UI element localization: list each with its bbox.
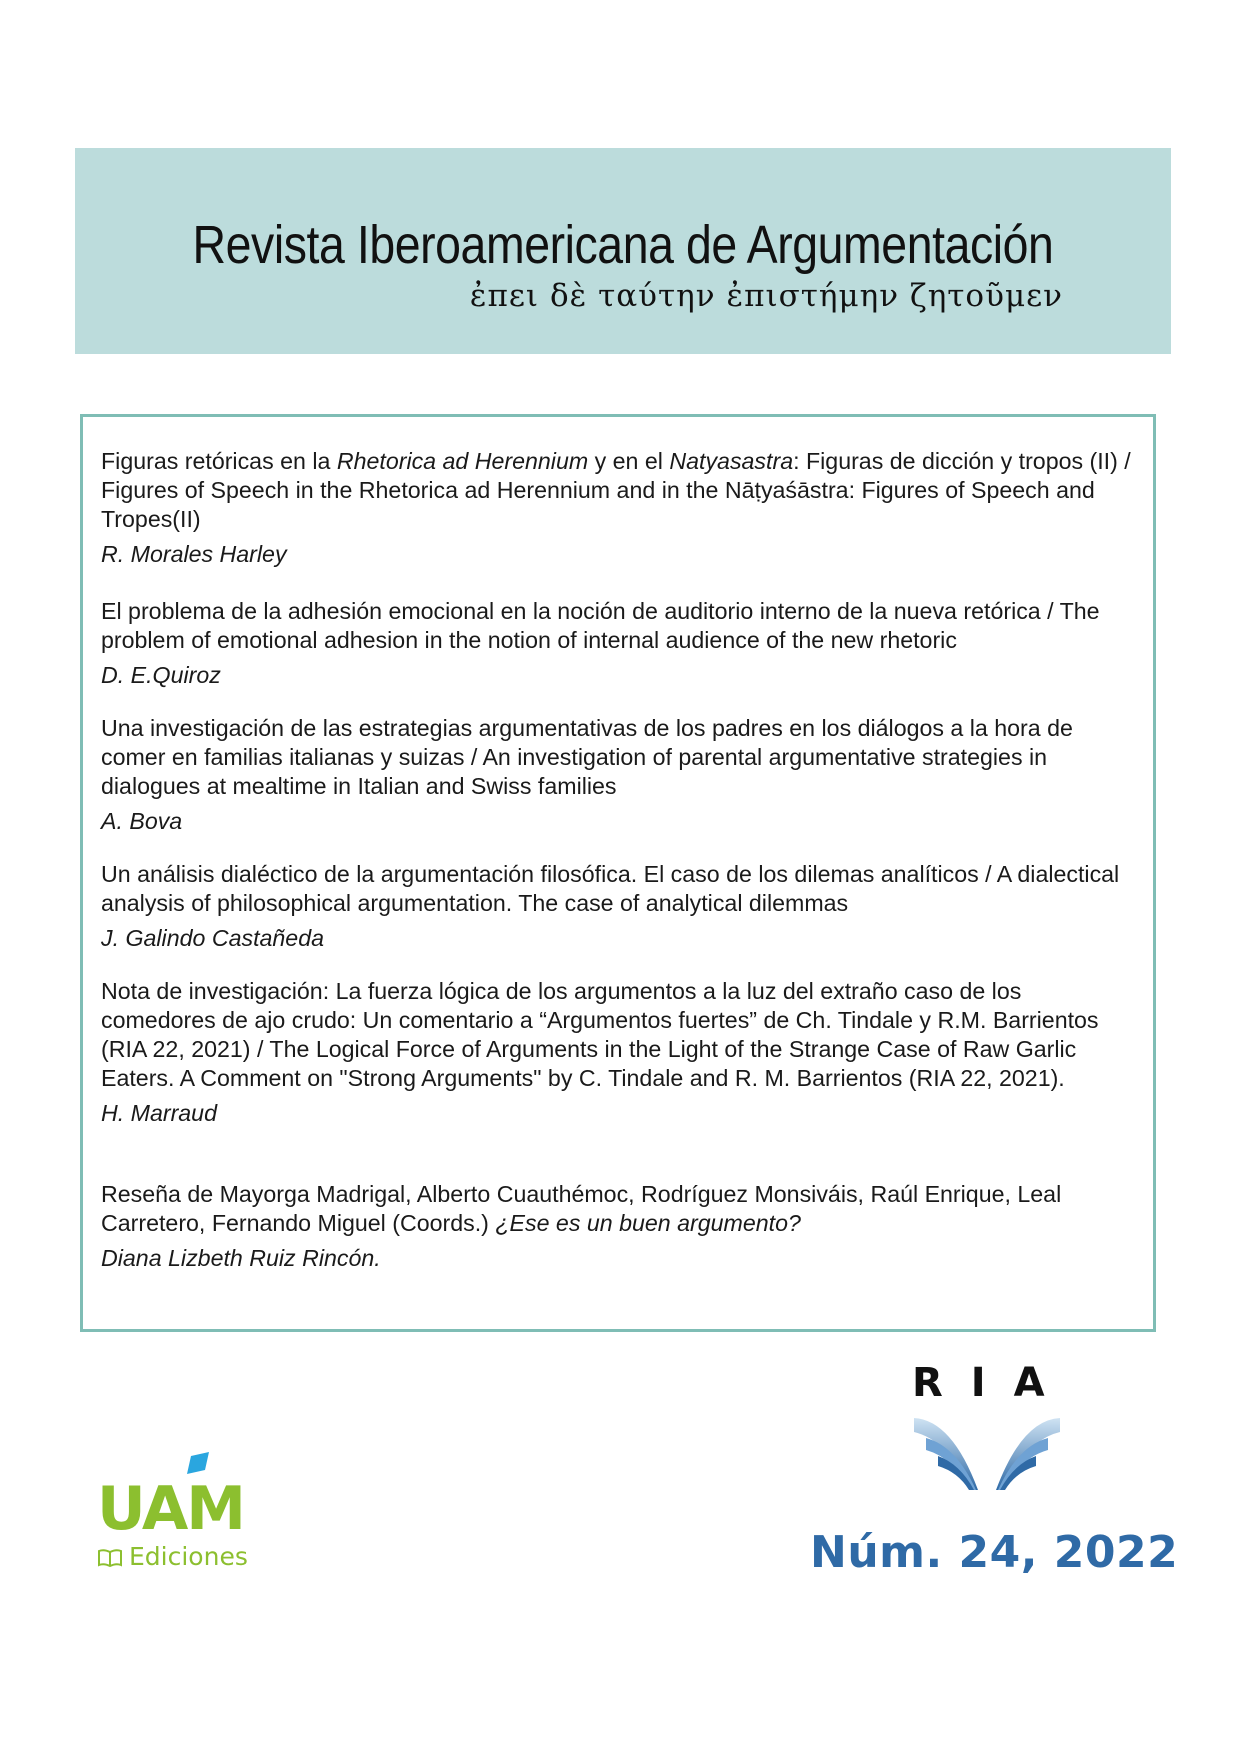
open-book-icon bbox=[912, 1412, 1062, 1492]
journal-motto: ἐπει δὲ ταύτην ἐπιστήμην ζητοῦμεν bbox=[469, 278, 1063, 314]
article-title: Una investigación de las estrategias argumentativas de los padres en los diálogos a la hora de comer en familias italianas y suizas / An investigation of parental argumentative strategies in dialogues at mealtime in Italian and Swiss families bbox=[101, 715, 1073, 799]
article-entry bbox=[101, 447, 1141, 569]
ria-logo bbox=[912, 1360, 1073, 1490]
article-title: Un análisis dialéctico de la argumentación filosófica. El caso de los dilemas analíticos / A dialectical analysis of philosophical argumentation. The case of analytical dilemmas bbox=[101, 861, 1120, 916]
table-of-contents bbox=[80, 414, 1156, 1332]
uam-subtitle: Ediciones bbox=[129, 1542, 248, 1571]
article-entry bbox=[101, 714, 1141, 836]
article-entry bbox=[101, 860, 1141, 953]
uam-ediciones-label bbox=[97, 1542, 248, 1571]
issue-number: Núm. 24, 2022 bbox=[810, 1527, 1179, 1578]
article-author: A. Bova bbox=[101, 808, 183, 834]
article-author: H. Marraud bbox=[101, 1100, 217, 1126]
article-entry bbox=[101, 1180, 1141, 1273]
article-author: Diana Lizbeth Ruiz Rincón. bbox=[101, 1245, 381, 1271]
uam-ediciones-logo bbox=[97, 1452, 277, 1572]
article-title: Reseña de Mayorga Madrigal, Alberto Cuauthémoc, Rodríguez Monsiváis, Raúl Enrique, Leal Carretero, Fernando Miguel (Coords.) ¿Ese es un buen argumento? bbox=[101, 1181, 1062, 1236]
article-entry bbox=[101, 597, 1141, 690]
article-entry bbox=[101, 977, 1141, 1128]
article-author: R. Morales Harley bbox=[101, 541, 287, 567]
article-title: El problema de la adhesión emocional en la noción de auditorio interno de la nueva retórica / The problem of emotional adhesion in the notion of internal audience of the new rhetoric bbox=[101, 598, 1100, 653]
ria-logo-letters: RIA bbox=[912, 1360, 1073, 1406]
article-title: Nota de investigación: La fuerza lógica de los argumentos a la luz del extraño caso de los comedores de ajo crudo: Un comentario a “Argumentos fuertes” de Ch. Tindale y R.M. Barrientos (RIA 22, 2021) / The Logical Force of Arguments in the Light of the Strange Case of Raw Garlic Eaters. A Comment on "Strong Arguments" by C. Tindale and R. M. Barrientos (RIA 22, 2021). bbox=[101, 978, 1099, 1091]
article-author: J. Galindo Castañeda bbox=[101, 925, 324, 951]
article-author: D. E.Quiroz bbox=[101, 662, 221, 688]
book-icon bbox=[97, 1548, 123, 1568]
journal-title: Revista Iberoamericana de Argumentación bbox=[192, 215, 1054, 275]
uam-logo-letters: UAM bbox=[97, 1474, 245, 1544]
article-title: Figuras retóricas en la Rhetorica ad Herennium y en el Natyasastra: Figuras de dicción y tropos (II) / Figures of Speech in the Rhetorica ad Herennium and in the Nāṭyaśāstra: Figures of Speech and Tropes(II) bbox=[101, 448, 1131, 532]
journal-header bbox=[75, 148, 1171, 354]
